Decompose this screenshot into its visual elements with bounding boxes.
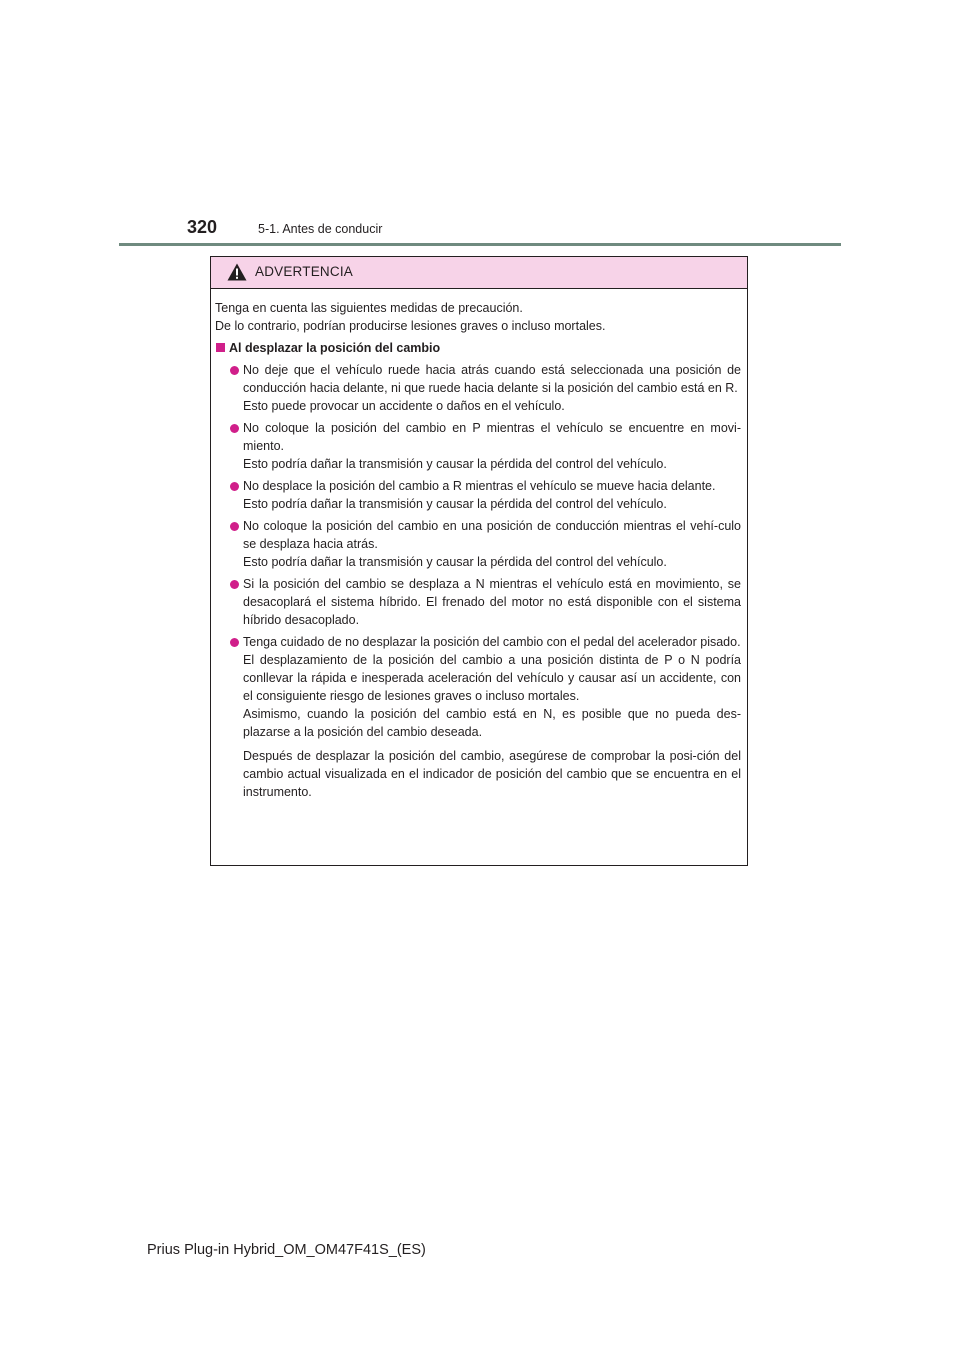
warning-title: ADVERTENCIA (255, 264, 353, 279)
circle-bullet-icon (230, 482, 239, 491)
list-item (215, 361, 741, 415)
intro-line: De lo contrario, podrían producirse lesiones graves o incluso mortales. (215, 319, 606, 333)
list-item (215, 517, 741, 571)
bullet-paragraph: No coloque la posición del cambio en una posición de conducción mientras el vehí-culo se desplaza hacia atrás. (243, 519, 741, 551)
bullet-paragraph: Si la posición del cambio se desplaza a N mientras el vehículo está en movimiento, se desacoplará el sistema híbrido. El frenado del motor no está disponible con el sistema híbrido desacoplado. (243, 577, 741, 627)
circle-bullet-icon (230, 580, 239, 589)
list-item (215, 477, 741, 513)
bullet-paragraph: Esto puede provocar un accidente o daños en el vehículo. (243, 399, 565, 413)
header-divider (119, 243, 841, 246)
circle-bullet-icon (230, 366, 239, 375)
list-item (215, 575, 741, 629)
section-title: 5-1. Antes de conducir (258, 222, 383, 236)
closing-paragraph: Después de desplazar la posición del cambio, asegúrese de comprobar la posi-ción del cambio actual visualizada en el indicador de posición del cambio que se encuentra en el instrumento. (243, 749, 741, 799)
bullet-paragraph: Asimismo, cuando la posición del cambio está en N, es posible que no pueda des-plazarse a la posición del cambio deseada. (243, 707, 741, 739)
bullet-list (215, 361, 741, 741)
square-bullet-icon (216, 343, 225, 352)
bullet-paragraph: No coloque la posición del cambio en P mientras el vehículo se encuentre en movi-miento. (243, 421, 741, 453)
warning-box (210, 256, 748, 866)
intro-line: Tenga en cuenta las siguientes medidas de precaución. (215, 301, 523, 315)
bullet-paragraph: El desplazamiento de la posición del cambio a una posición distinta de P o N podría conllevar la rápida e inesperada aceleración del vehículo y causar así un accidente, con el consiguiente riesgo de lesiones graves o incluso mortales. (243, 653, 741, 703)
page-number: 320 (187, 217, 218, 237)
subheading (215, 339, 741, 357)
subheading-text: Al desplazar la posición del cambio (229, 341, 441, 355)
circle-bullet-icon (230, 638, 239, 647)
warning-body (215, 299, 741, 801)
circle-bullet-icon (230, 522, 239, 531)
warning-header (211, 257, 747, 289)
bullet-paragraph: No deje que el vehículo ruede hacia atrás cuando está seleccionada una posición de conducción hacia delante, ni que ruede hacia delante si la posición del cambio está en R. (243, 363, 741, 395)
footer-document-id: Prius Plug-in Hybrid_OM_OM47F41S_(ES) (147, 1242, 426, 1258)
circle-bullet-icon (230, 424, 239, 433)
bullet-paragraph: Esto podría dañar la transmisión y causar la pérdida del control del vehículo. (243, 457, 667, 471)
bullet-paragraph: Esto podría dañar la transmisión y causar la pérdida del control del vehículo. (243, 555, 667, 569)
bullet-paragraph: No desplace la posición del cambio a R mientras el vehículo se mueve hacia delante. (243, 479, 716, 493)
warning-triangle-icon (227, 263, 247, 281)
bullet-paragraph: Tenga cuidado de no desplazar la posición del cambio con el pedal del acelerador pisado. (243, 635, 741, 649)
list-item (215, 419, 741, 473)
bullet-paragraph: Esto podría dañar la transmisión y causar la pérdida del control del vehículo. (243, 497, 667, 511)
list-item (215, 633, 741, 741)
